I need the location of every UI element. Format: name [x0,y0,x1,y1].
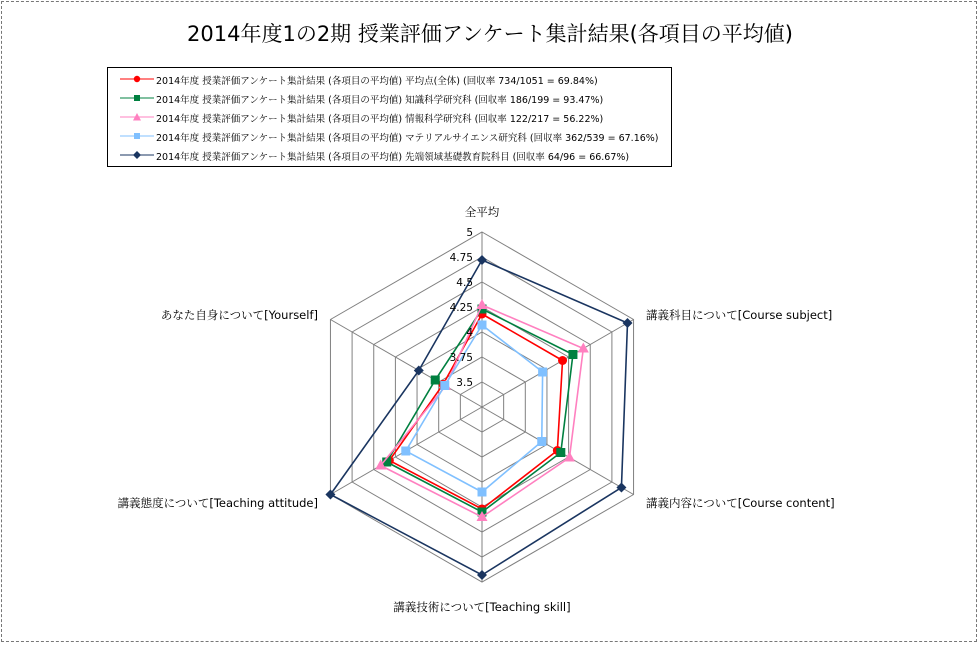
tick-label: 4 [466,327,473,339]
data-point [431,376,440,385]
data-point [564,452,575,462]
grid-spoke [482,320,634,408]
data-point [537,437,546,446]
axis-label: 講義内容について[Course content] [646,496,835,510]
data-point [616,483,626,493]
data-point [568,350,577,359]
legend-label: 2014年度 授業評価アンケート集計結果 (各項目の平均値) 先端領域基礎教育院科目 (回収率 64/96 = 66.67%) [156,152,630,163]
data-point [477,299,488,309]
axis-label: あなた自身について[Yourself] [160,308,318,322]
tick-label: 5 [466,227,473,239]
data-point [558,356,567,365]
data-point [440,381,449,390]
data-point [622,318,632,328]
series-line [387,309,573,512]
data-point [477,570,487,580]
axis-label: 講義態度について[Teaching attitude] [117,496,318,510]
data-point [478,488,487,497]
axis-label: 全平均 [464,205,500,219]
radar-series [325,255,632,580]
data-point [538,368,547,377]
data-point [478,321,487,330]
chart-title: 2014年度1の2期 授業評価アンケート集計結果(各項目の平均値) [187,22,793,46]
legend-label: 2014年度 授業評価アンケート集計結果 (各項目の平均値) マテリアルサイエンス研究科 (回収率 362/539 = 67.16%) [156,133,659,144]
legend-label: 2014年度 授業評価アンケート集計結果 (各項目の平均値) 知識科学研究科 (回収率 186/199 = 93.47%) [156,95,604,106]
data-point [556,448,565,457]
tick-label: 3.75 [449,352,473,364]
tick-label: 3.5 [456,377,473,389]
tick-label: 4.25 [449,302,473,314]
radar-grid [330,232,633,582]
axis-label: 講義技術について[Teaching skill] [393,600,571,614]
legend-label: 2014年度 授業評価アンケート集計結果 (各項目の平均値) 平均点(全体) (回収率 734/1051 = 69.84%) [156,76,598,87]
tick-label: 4.75 [449,252,473,264]
tick-label: 4.5 [456,277,473,289]
data-point [477,255,487,265]
data-point [401,447,410,456]
axis-label: 講義科目について[Course subject] [646,308,833,322]
radar-labels [118,205,835,614]
data-point [325,490,335,500]
legend-label: 2014年度 授業評価アンケート集計結果 (各項目の平均値) 情報科学研究科 (回収率 122/217 = 56.22%) [156,114,604,125]
